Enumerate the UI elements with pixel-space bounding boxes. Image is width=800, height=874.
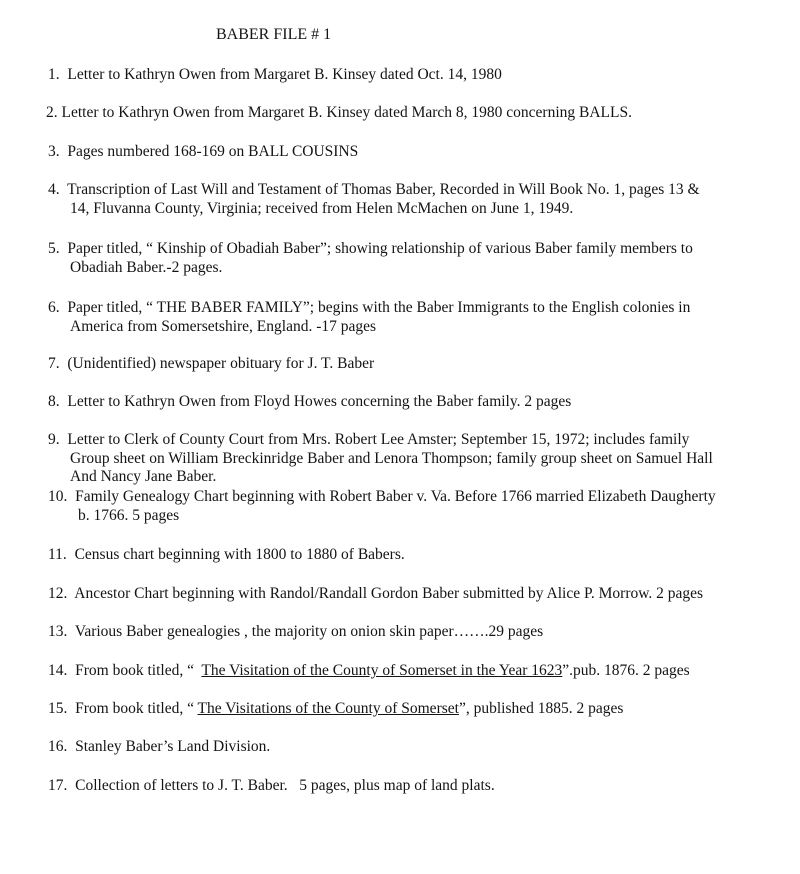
- item-text: Letter to Clerk of County Court from Mrs. Robert Lee Amster; September 15, 1972; includes family: [67, 431, 690, 448]
- book-title: The Visitation of the County of Somerset in the Year 1623: [201, 662, 563, 679]
- list-item: [48, 700, 623, 719]
- item-text: b. 1766. 5 pages: [78, 506, 180, 524]
- item-number: 4.: [48, 181, 60, 198]
- list-item: [48, 662, 690, 681]
- item-number: 16.: [48, 738, 68, 755]
- item-text-prefix: From book titled, “: [75, 700, 198, 717]
- item-number: 5.: [48, 240, 60, 257]
- item-text: Ancestor Chart beginning with Randol/Randall Gordon Baber submitted by Alice P. Morrow. 2 pages: [74, 585, 704, 602]
- list-item: [48, 240, 693, 277]
- item-text: Obadiah Baber.-2 pages.: [70, 258, 223, 276]
- item-number: 15.: [48, 700, 68, 717]
- item-number: 9.: [48, 431, 60, 448]
- list-item: [48, 66, 502, 85]
- book-title: The Visitations of the County of Somerset: [197, 700, 459, 717]
- item-text: Group sheet on William Breckinridge Baber and Lenora Thompson; family group sheet on Samuel Hall: [70, 449, 713, 467]
- item-number: 14.: [48, 662, 68, 679]
- item-text: Census chart beginning with 1800 to 1880 of Babers.: [74, 546, 405, 563]
- item-text: Paper titled, “ Kinship of Obadiah Baber”; showing relationship of various Baber family members to: [67, 240, 693, 257]
- item-number: 12.: [48, 585, 68, 602]
- item-text: Family Genealogy Chart beginning with Robert Baber v. Va. Before 1766 married Elizabeth Daugherty: [75, 488, 716, 505]
- item-text: Paper titled, “ THE BABER FAMILY”; begins with the Baber Immigrants to the English colonies in: [67, 299, 691, 316]
- item-number: 6.: [48, 299, 60, 316]
- item-text: (Unidentified) newspaper obituary for J. T. Baber: [67, 355, 375, 372]
- list-item: [48, 143, 358, 162]
- item-number: 3.: [48, 143, 60, 160]
- item-text: And Nancy Jane Baber.: [70, 468, 217, 485]
- list-item: [48, 355, 374, 374]
- item-number: 8.: [48, 393, 60, 410]
- list-item: [48, 393, 571, 412]
- item-text: Collection of letters to J. T. Baber. 5 pages, plus map of land plats.: [75, 777, 495, 794]
- item-number: 10.: [48, 488, 68, 505]
- item-text: Pages numbered 168-169 on BALL COUSINS: [67, 143, 359, 160]
- list-item: [46, 104, 632, 123]
- list-item: [48, 488, 716, 525]
- item-text: Letter to Kathryn Owen from Margaret B. Kinsey dated March 8, 1980 concerning BALLS.: [61, 104, 632, 121]
- item-number: 1.: [48, 66, 60, 83]
- item-text: Letter to Kathryn Owen from Floyd Howes concerning the Baber family. 2 pages: [67, 393, 572, 410]
- list-item: [48, 181, 700, 218]
- list-item: [48, 777, 495, 796]
- list-item-line: [48, 66, 502, 85]
- item-text-suffix: ”.pub. 1876. 2 pages: [562, 662, 690, 679]
- item-number: 2.: [46, 104, 58, 121]
- item-number: 17.: [48, 777, 68, 794]
- item-text: Letter to Kathryn Owen from Margaret B. Kinsey dated Oct. 14, 1980: [67, 66, 502, 83]
- list-item: [48, 546, 405, 565]
- item-text: America from Somersetshire, England. -17 pages: [70, 317, 377, 335]
- item-text-prefix: From book titled, “: [75, 662, 202, 679]
- item-number: 7.: [48, 355, 60, 372]
- item-text: 14, Fluvanna County, Virginia; received from Helen McMachen on June 1, 1949.: [70, 199, 574, 217]
- list-item: [48, 738, 270, 757]
- list-item: [48, 623, 543, 642]
- item-text: Various Baber genealogies , the majority on onion skin paper…….29 pages: [74, 623, 544, 640]
- item-text: Stanley Baber’s Land Division.: [75, 738, 271, 755]
- list-item: [48, 431, 713, 487]
- item-text: Transcription of Last Will and Testament of Thomas Baber, Recorded in Will Book No. 1, pages 13 &: [67, 181, 700, 198]
- item-text-suffix: ”, published 1885. 2 pages: [458, 700, 624, 717]
- item-number: 11.: [48, 546, 67, 563]
- list-item: [48, 299, 690, 336]
- document-title: BABER FILE # 1: [216, 26, 332, 43]
- list-item: [48, 585, 703, 604]
- item-number: 13.: [48, 623, 68, 640]
